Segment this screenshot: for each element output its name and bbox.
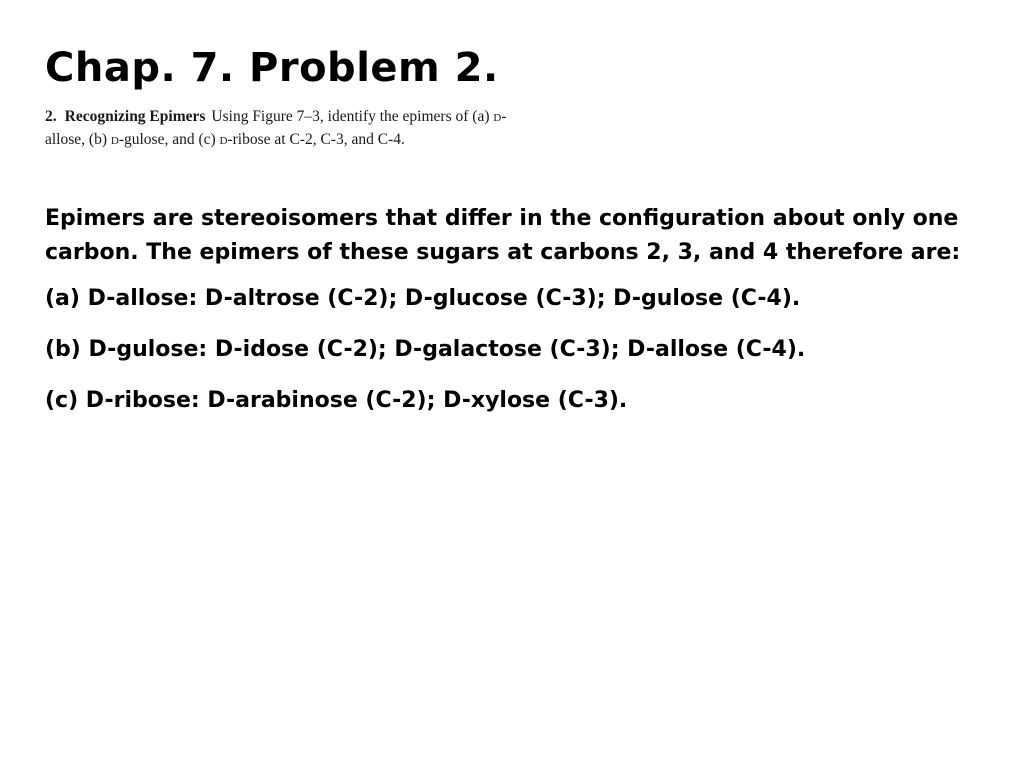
answer-item-a: (a) D-allose: D-altrose (C-2); D-glucose (C-3); D-gulose (C-4). [45, 286, 801, 311]
problem-heading: Recognizing Epimers [64, 108, 206, 125]
problem-text-part: -ribose at C-2, C-3, and C-4. [227, 131, 405, 148]
answer-body [45, 202, 965, 435]
d-prefix: D [219, 135, 228, 147]
answer-item-b: (b) D-gulose: D-idose (C-2); D-galactose (C-3); D-allose (C-4). [45, 337, 806, 362]
answer-item-c: (c) D-ribose: D-arabinose (C-2); D-xylose (C-3). [45, 388, 628, 413]
problem-text-part: Using Figure 7–3, identify the epimers of (a) [211, 108, 494, 125]
d-prefix: D [493, 112, 502, 124]
answer-intro: Epimers are stereoisomers that differ in the configuration about only one carbon. The epimers of these sugars at carbons 2, 3, and 4 therefore are: [45, 206, 961, 265]
slide-title: Chap. 7. Problem 2. [45, 45, 499, 91]
problem-text-part: -gulose, and (c) [118, 131, 220, 148]
problem-number: 2. [45, 108, 57, 125]
d-prefix: D [110, 135, 119, 147]
problem-excerpt [45, 106, 515, 152]
problem-text-part: -allose, (b) [45, 108, 507, 148]
